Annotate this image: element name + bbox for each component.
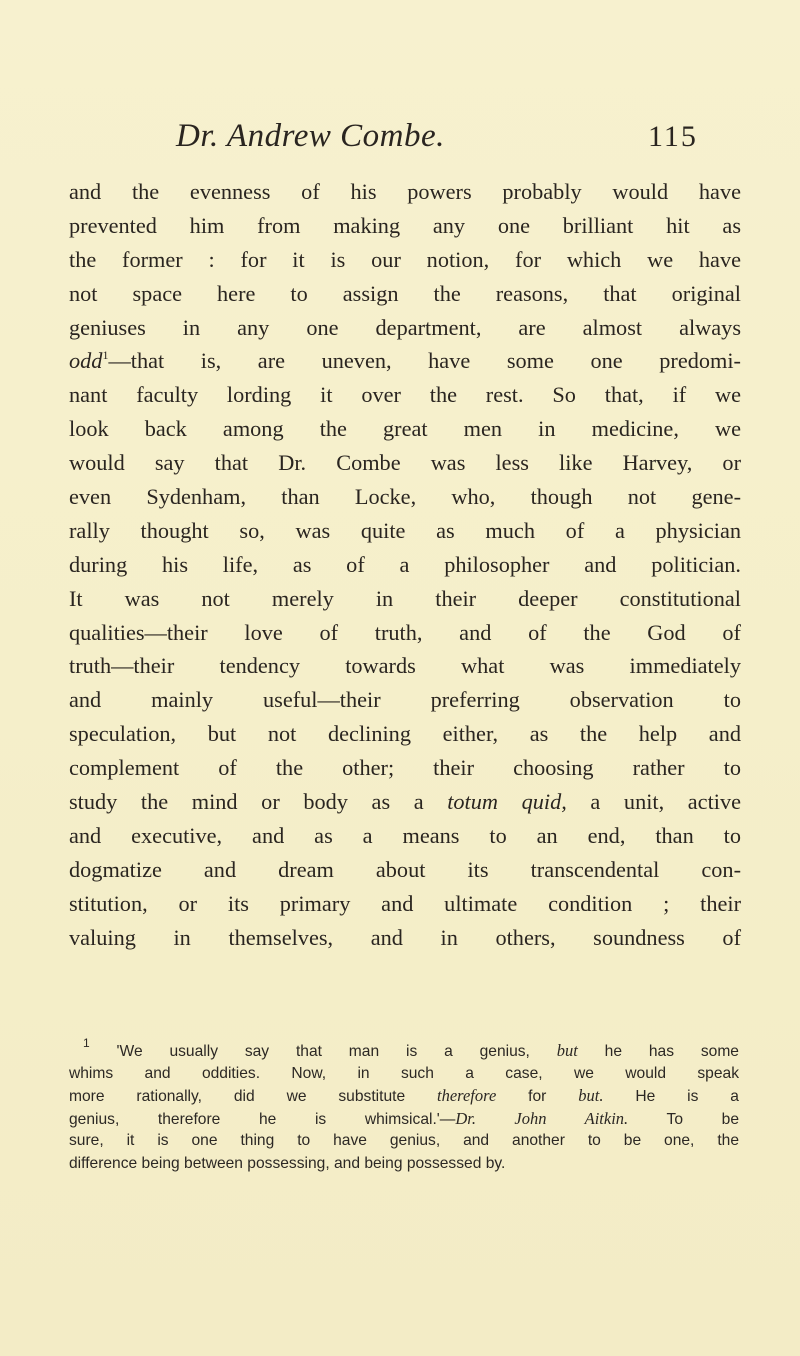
footnote-line: sure, it is one thing to have genius, and another to be one, the <box>69 1132 739 1149</box>
text-line: truth—their tendency towards what was immediately <box>69 653 741 679</box>
text-line: qualities—their love of truth, and of the God of <box>69 619 741 645</box>
footnote-line <box>69 1036 739 1063</box>
text-line: stitution, or its primary and ultimate condition ; their <box>69 890 741 916</box>
page-number: 115 <box>648 120 698 153</box>
text-segment: for <box>496 1088 579 1105</box>
text-line: and executive, and as a means to an end, than to <box>69 822 741 848</box>
italic-citation: Dr. John Aitkin. <box>455 1108 629 1128</box>
italic-word: odd <box>69 348 103 374</box>
text-segment: 'We usually say that man is a genius, <box>116 1043 557 1060</box>
text-line: geniuses in any one department, are almost always <box>69 314 741 340</box>
text-segment: more rationally, did we substitute <box>69 1088 438 1105</box>
text-segment: He is a <box>603 1088 739 1105</box>
text-line: during his life, as of a philosopher and politician. <box>69 551 741 577</box>
text-line: and mainly useful—their preferring observation to <box>69 687 741 713</box>
running-title: Dr. Andrew Combe. <box>176 118 445 154</box>
text-line: look back among the great men in medicine, we <box>69 416 741 442</box>
text-segment: study the mind or body as a <box>69 789 448 815</box>
text-line: prevented him from making any one brilliant hit as <box>69 212 741 238</box>
text-line: would say that Dr. Combe was less like Harvey, or <box>69 450 741 476</box>
text-line <box>69 344 741 378</box>
text-segment: —that is, are uneven, have some one predomi- <box>108 348 741 374</box>
text-line: the former : for it is our notion, for which we have <box>69 246 741 272</box>
text-line: even Sydenham, than Locke, who, though not gene- <box>69 484 741 510</box>
footnote-marker: 1 <box>83 1036 90 1050</box>
text-line: complement of the other; their choosing rather to <box>69 755 741 781</box>
footnote-reference: 1 <box>102 348 109 363</box>
text-segment: a unit, active <box>566 789 742 815</box>
footnote-line: whims and oddities. Now, in such a case, we would speak <box>69 1064 739 1082</box>
footnote-line <box>69 1085 739 1108</box>
text-line: dogmatize and dream about its transcendental con- <box>69 856 741 882</box>
text-segment: genius, therefore he is whimsical.'— <box>69 1110 456 1128</box>
italic-phrase: totum quid, <box>447 789 567 815</box>
text-segment: To be <box>628 1110 739 1128</box>
text-line <box>69 785 741 819</box>
text-line: It was not merely in their deeper constitutional <box>69 585 741 611</box>
text-line: and the evenness of his powers probably would have <box>69 179 741 204</box>
footnote <box>69 1036 739 1175</box>
text-line: not space here to assign the reasons, that original <box>69 280 741 306</box>
italic-word: therefore <box>437 1086 497 1105</box>
body-text <box>69 175 741 954</box>
italic-word: but. <box>578 1086 604 1105</box>
running-head <box>60 118 760 158</box>
text-line: nant faculty lording it over the rest. So that, if we <box>69 382 741 408</box>
text-line: valuing in themselves, and in others, soundness of <box>69 924 741 950</box>
italic-word: but <box>556 1041 578 1060</box>
footnote-line <box>69 1108 739 1131</box>
text-line: rally thought so, was quite as much of a physician <box>69 517 741 543</box>
footnote-line: difference being between possessing, and being possessed by. <box>69 1154 506 1172</box>
text-line: speculation, but not declining either, as the help and <box>69 721 741 747</box>
text-segment: he has some <box>577 1043 739 1060</box>
